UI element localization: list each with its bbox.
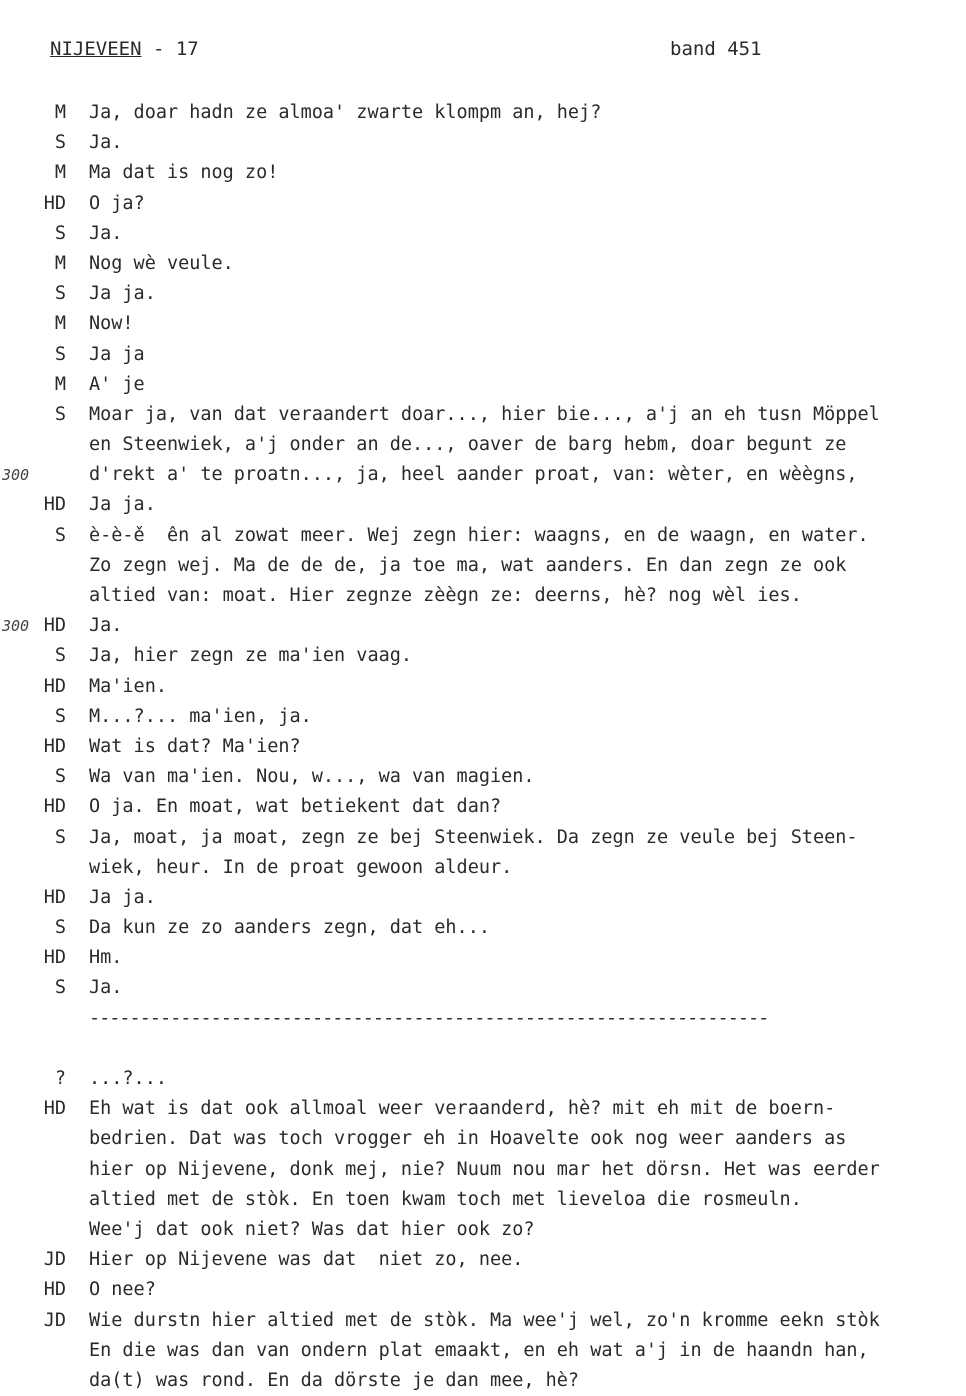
transcript-line [0,128,966,158]
transcript-line [0,1275,966,1305]
speaker-label: S [54,917,66,939]
transcript-line [0,943,966,973]
transcript-line [0,490,966,520]
transcript-line [0,1185,966,1215]
transcript-line [0,1155,966,1185]
transcript-line [0,762,966,792]
line-text: Wee'j dat ook niet? Was dat hier ook zo? [89,1218,535,1240]
speaker-label: HD [43,615,66,637]
speaker-label: M [54,102,66,123]
line-text: hier op Nijevene, donk mej, nie? Nuum nou mar het dörsn. Het was eerder [89,1158,880,1180]
line-text: en Steenwiek, a'j onder an de..., oaver de barg hebm, doar begunt ze [89,434,847,456]
transcript-line [0,98,966,128]
line-text: M...?... ma'ien, ja. [89,705,312,727]
line-text: altied van: moat. Hier zegnze zèègn ze: deerns, hè? nog wèl ies. [89,585,802,606]
transcript-line [0,853,966,883]
transcript-line [0,521,966,551]
speaker-label: ? [54,1068,66,1089]
transcript-line [0,279,966,309]
transcript-lines [0,98,966,1396]
line-text: Wa van ma'ien. Nou, w..., wa van magien. [89,766,535,788]
speaker-label: M [54,373,66,395]
transcript-line [0,1064,966,1094]
transcript-line [0,158,966,188]
margin-note: 300 [2,466,30,485]
transcript-line [0,702,966,732]
transcript-line [0,973,966,1003]
line-text: Ja, moat, ja moat, zegn ze bej Steenwiek. Da zegn ze veule bej Steen- [89,826,858,848]
speaker-label: HD [43,886,66,908]
line-text: Now! [89,313,134,335]
line-text: Ma dat is nog zo! [89,162,279,184]
speaker-label: HD [43,796,66,818]
line-text: Ja. [89,977,123,999]
transcript-line [0,189,966,219]
line-text: Ja, hier zegn ze ma'ien vaag. [89,645,413,667]
place-name: NIJEVEEN [50,38,142,60]
line-text: Ja, doar hadn ze almoa' zwarte klompm an, hej? [89,102,602,123]
speaker-label: HD [43,192,66,214]
line-text: Ja. [89,615,123,637]
page-header-left [50,38,199,60]
line-text: Da kun ze zo aanders zegn, dat eh... [89,917,490,939]
transcript-line [0,641,966,671]
speaker-label: S [54,524,66,546]
line-text: Ja. [89,222,123,244]
line-text: Ja ja. [89,494,156,516]
speaker-label: JD [43,1249,66,1271]
transcript-line [0,883,966,913]
speaker-label: S [54,343,66,365]
line-text: O ja. En moat, wat betiekent dat dan? [89,796,502,818]
line-text: ------------------------------------------------------------------- [89,1007,769,1029]
line-text: Ma'ien. [89,675,167,697]
line-text: Eh wat is dat ook allmoal weer veraanderd, hè? mit eh mit de boern- [89,1098,836,1120]
line-text: O nee? [89,1279,156,1301]
speaker-label: S [54,766,66,788]
line-text: Ja. [89,132,123,154]
line-text: wiek, heur. In de proat gewoon aldeur. [89,856,513,878]
transcript-line [0,1215,966,1245]
speaker-label: S [54,977,66,999]
line-text: Wie durstn hier altied met de stòk. Ma wee'j wel, zo'n kromme eekn stòk [89,1309,880,1331]
transcript-line [0,551,966,581]
transcript-line [0,340,966,370]
line-text: Ja ja. [89,886,156,908]
line-text: Wat is dat? Ma'ien? [89,735,301,757]
speaker-label: S [54,645,66,667]
transcript-line [0,370,966,400]
line-text: da(t) was rond. En da dörste je dan mee, hè? [89,1369,580,1391]
speaker-label: HD [43,494,66,516]
speaker-label: HD [43,735,66,757]
section-separator [0,1004,966,1034]
transcript-line [0,249,966,279]
line-text: è-è-ě ên al zowat meer. Wej zegn hier: waagns, en de waagn, en water. [89,524,869,546]
speaker-label: S [54,283,66,305]
speaker-label: JD [43,1309,66,1331]
speaker-label: HD [43,675,66,697]
transcript-line [0,581,966,611]
transcript-line [0,1245,966,1275]
transcript-line [0,823,966,853]
band-label: band 451 [670,38,762,60]
line-text: altied met de stòk. En toen kwam toch met lieveloa die rosmeuln. [89,1188,802,1210]
line-text: bedrien. Dat was toch vrogger eh in Hoavelte ook nog weer aanders as [89,1128,847,1150]
transcript-line [0,309,966,339]
transcript-line [0,400,966,430]
transcript-line [0,1034,966,1064]
line-text: Moar ja, van dat veraandert doar..., hier bie..., a'j an eh tusn Möppel [89,403,880,425]
speaker-label: S [54,222,66,244]
speaker-label: S [54,826,66,848]
line-text: A' je [89,373,145,395]
transcript-line [0,1306,966,1336]
transcript-line [0,1366,966,1396]
transcript-line [0,732,966,762]
line-text: En die was dan van ondern plat emaakt, en eh wat a'j in de haandn han, [89,1339,869,1361]
line-text: Zo zegn wej. Ma de de de, ja toe ma, wat aanders. En dan zegn ze ook [89,554,847,576]
speaker-label: S [54,403,66,425]
transcript-line [0,913,966,943]
line-text: Hier op Nijevene was dat niet zo, nee. [89,1249,524,1271]
speaker-label: M [54,313,66,335]
speaker-label: HD [43,1279,66,1301]
line-text: Hm. [89,947,123,969]
line-text: O ja? [89,192,145,214]
speaker-label: S [54,705,66,727]
speaker-label: M [54,252,66,274]
transcript-line [0,219,966,249]
line-text: Nog wè veule. [89,252,234,274]
transcript-line [0,1336,966,1366]
transcript-line [0,672,966,702]
transcript-line [0,460,966,490]
page-number: - 17 [141,38,199,60]
speaker-label: HD [43,1098,66,1120]
transcript-line [0,611,966,641]
speaker-label: S [54,132,66,154]
transcript-line [0,430,966,460]
line-text: Ja ja. [89,283,156,305]
transcript-line [0,1094,966,1124]
transcript-line [0,1124,966,1154]
speaker-label: HD [43,947,66,969]
line-text: ...?... [89,1068,167,1089]
speaker-label: M [54,162,66,184]
line-text: d'rekt a' te proatn..., ja, heel aander proat, van: wèter, en wèègns, [89,464,858,486]
transcript-line [0,792,966,822]
line-text: Ja ja [89,343,145,365]
margin-note: 300 [2,617,30,636]
